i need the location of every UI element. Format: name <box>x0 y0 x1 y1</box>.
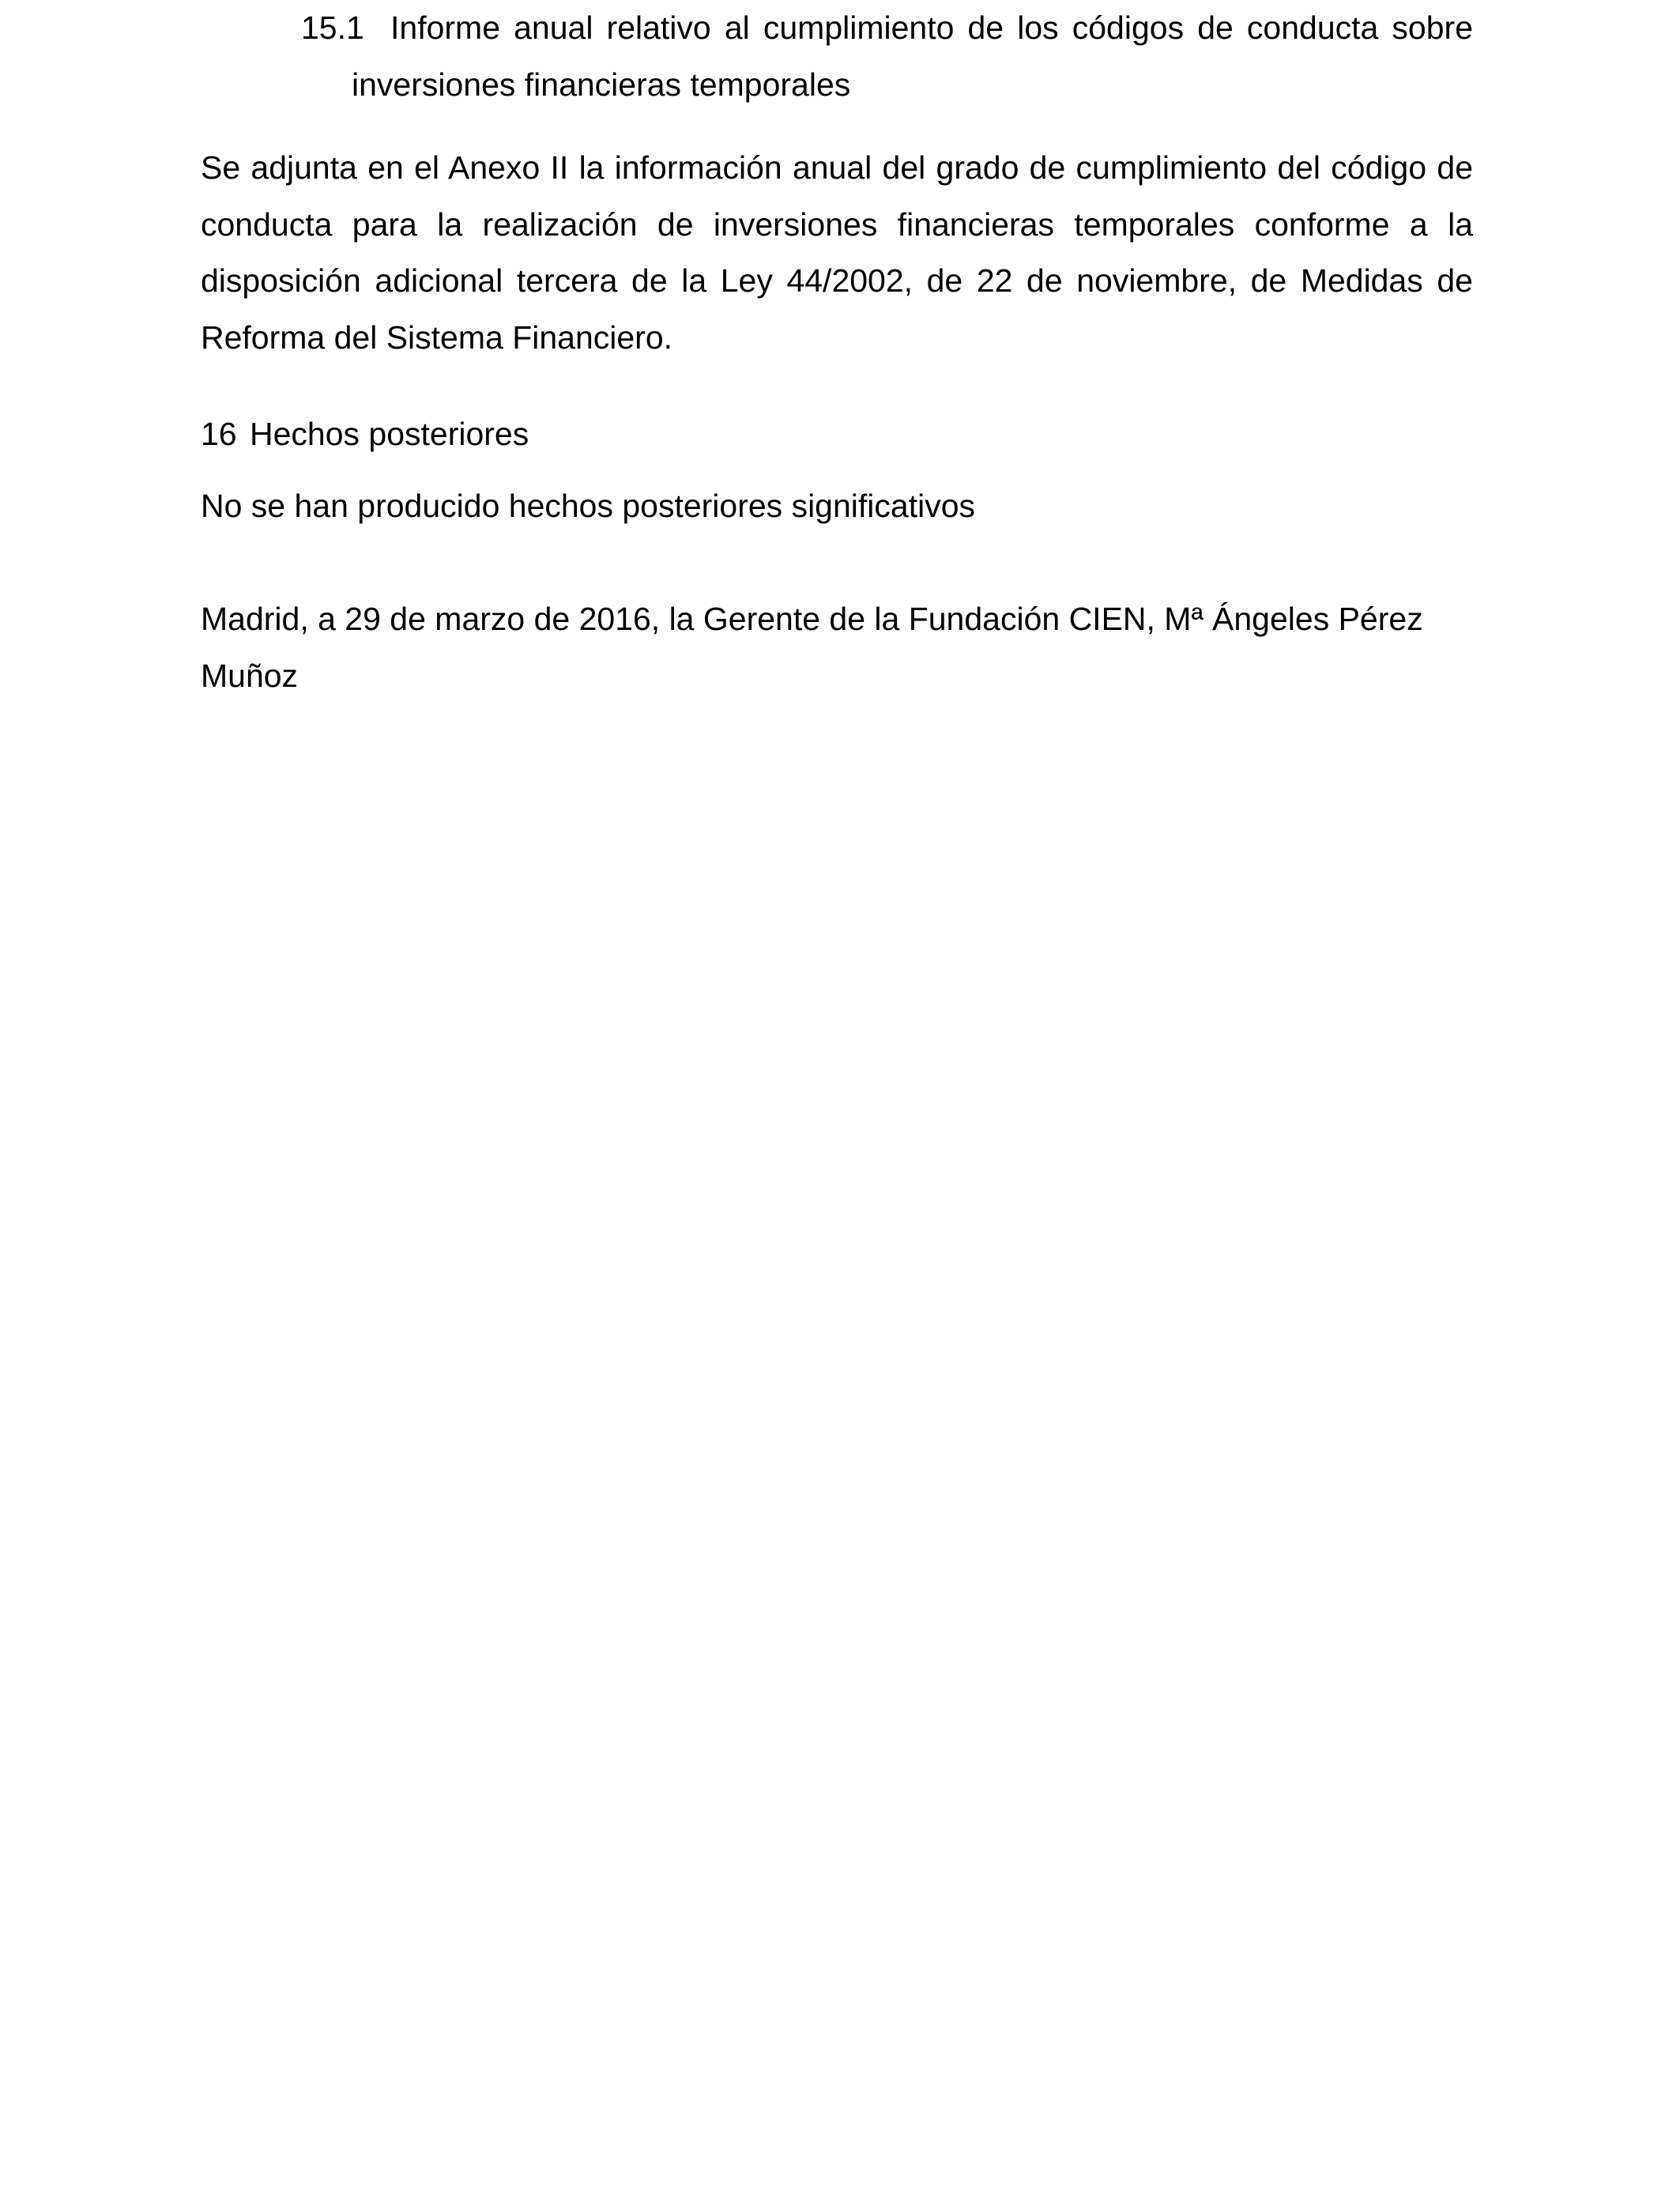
subsection-number: 15.1 <box>301 9 364 46</box>
section-number: 16 <box>201 416 237 452</box>
subsection-heading-line-1 <box>301 0 1473 57</box>
signature-line: Madrid, a 29 de marzo de 2016, la Gerente de la Fundación CIEN, Mª Ángeles Pérez <box>201 601 1423 637</box>
subsection-heading <box>301 0 1473 113</box>
paragraph-line: conducta para la realización de inversiones financieras temporales conforme a la <box>201 205 1473 243</box>
paragraph-line: Reforma del Sistema Financiero. <box>201 319 673 356</box>
signature-line: Muñoz <box>201 657 299 694</box>
paragraph-line: disposición adicional tercera de la Ley 44/2002, de 22 de noviembre, de Medidas de <box>201 262 1473 299</box>
subsequent-events-paragraph: No se han producido hechos posteriores significativos <box>201 488 975 524</box>
subsection-title-line-2: inversiones financieras temporales <box>352 66 851 103</box>
section-title: Hechos posteriores <box>250 416 529 452</box>
paragraph-line: Se adjunta en el Anexo II la información anual del grado de cumplimiento del código de <box>201 149 1473 186</box>
signature-block <box>201 591 1473 704</box>
annex-paragraph <box>201 140 1473 366</box>
subsection-title-line-1: Informe anual relativo al cumplimiento de los códigos de conducta sobre <box>390 9 1473 46</box>
section-heading <box>201 406 529 463</box>
